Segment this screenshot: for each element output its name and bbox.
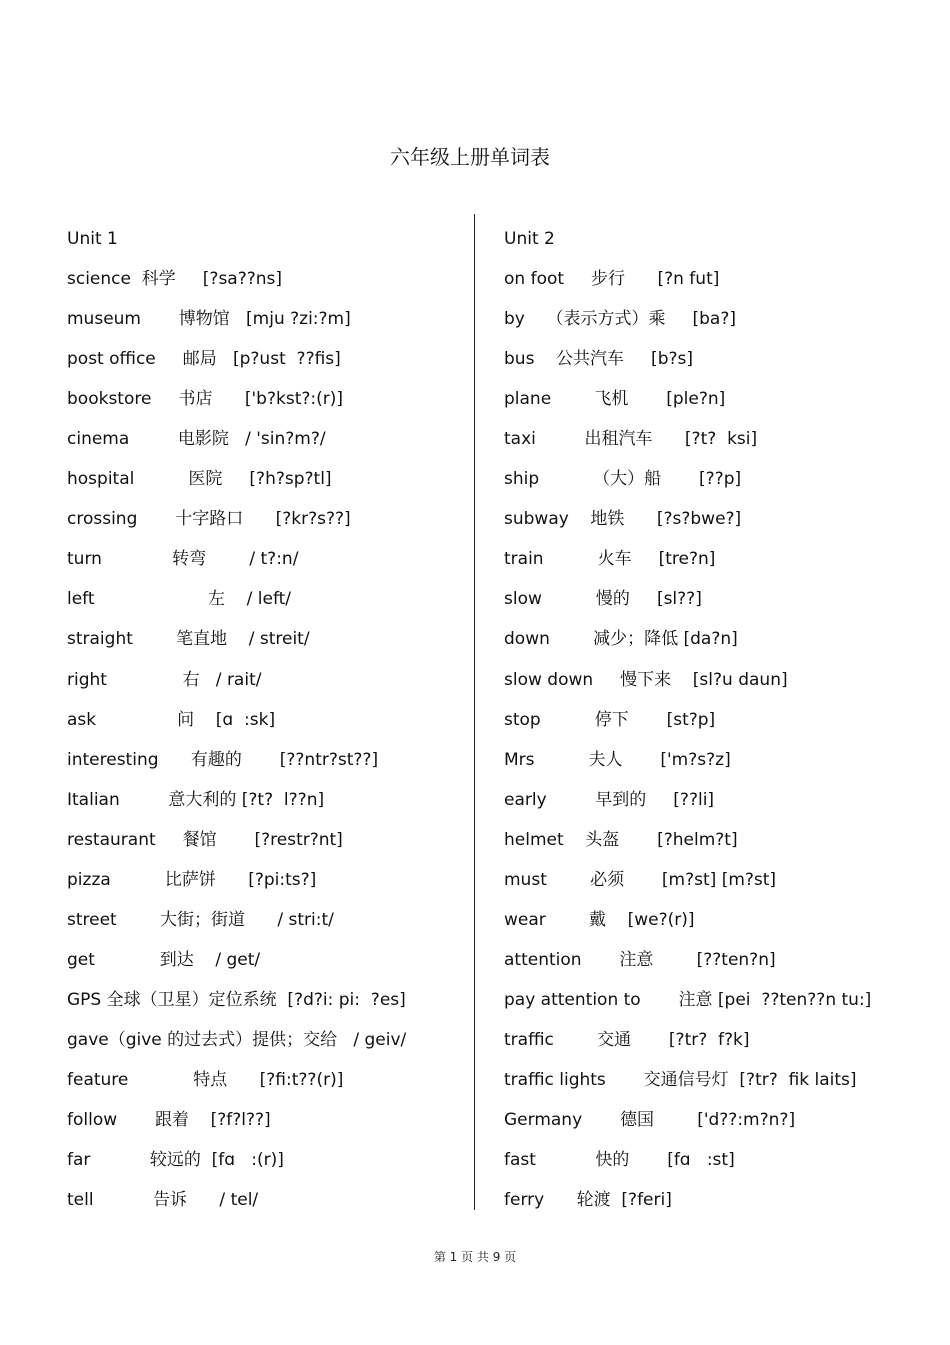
vocab-entry: traffic lights 交通信号灯 [?tr? fik laits] <box>504 1069 857 1090</box>
vocab-entry: helmet 头盔 [?helm?t] <box>504 829 738 850</box>
vocab-entry: on foot 步行 [?n fut] <box>504 269 720 290</box>
vocab-entry: traffic 交通 [?tr? f?k] <box>504 1029 750 1050</box>
vocab-entry: taxi 出租汽车 [?t? ksi] <box>504 429 758 450</box>
vocab-entry: gave（give 的过去式）提供；交给 / geiv/ <box>67 1029 407 1050</box>
vocab-entry: ferry 轮渡 [?feri] <box>504 1190 672 1211</box>
unit-heading: Unit 1 <box>67 229 118 249</box>
vocab-entry: cinema 电影院 / 'sin?m?/ <box>67 429 326 450</box>
vocab-entry: crossing 十字路口 [?kr?s??] <box>67 509 351 530</box>
vocab-entry: far 较远的 [fɑ :(r)] <box>67 1150 284 1171</box>
vocab-entry: slow 慢的 [sl??] <box>504 589 702 610</box>
vocab-entry: Germany 德国 ['d??:m?n?] <box>504 1110 796 1131</box>
vocab-entry: slow down 慢下来 [sl?u daun] <box>504 669 788 690</box>
vocab-entry: museum 博物馆 [mju ?zi:?m] <box>67 309 351 330</box>
vocab-entry: follow 跟着 [?f?l??] <box>67 1110 271 1131</box>
vocab-entry: restaurant 餐馆 [?restr?nt] <box>67 829 343 850</box>
unit-heading: Unit 2 <box>504 229 555 249</box>
vocab-entry: down 减少；降低 [da?n] <box>504 629 738 650</box>
page-title: 六年级上册单词表 <box>390 145 550 169</box>
vocab-entry: interesting 有趣的 [??ntr?st??] <box>67 749 379 770</box>
vocab-entry: train 火车 [tre?n] <box>504 549 716 570</box>
vocab-entry: attention 注意 [??ten?n] <box>504 949 776 970</box>
unit-2-column <box>504 226 871 1213</box>
vocab-entry: by （表示方式）乘 [ba?] <box>504 309 736 330</box>
vocab-entry: straight 笔直地 / streit/ <box>67 629 310 650</box>
page-footer: 第 1 页 共 9 页 <box>433 1250 517 1264</box>
vocab-entry: Mrs 夫人 ['m?s?z] <box>504 749 731 770</box>
vocab-entry: ask 问 [ɑ :sk] <box>67 709 276 730</box>
vocab-entry: Italian 意大利的 [?t? l??n] <box>67 789 325 810</box>
vocab-entry: early 早到的 [??li] <box>504 789 715 810</box>
vocab-entry: must 必须 [m?st] [m?st] <box>504 869 777 890</box>
vocab-entry: get 到达 / get/ <box>67 949 261 970</box>
vocab-entry: pizza 比萨饼 [?pi:ts?] <box>67 869 317 890</box>
vocab-entry: turn 转弯 / t?:n/ <box>67 549 299 570</box>
vocab-entry: pay attention to 注意 [pei ??ten??n tu:] <box>504 989 872 1010</box>
vocab-entry: feature 特点 [?fi:t??(r)] <box>67 1069 344 1090</box>
vocab-entry: hospital 医院 [?h?sp?tl] <box>67 469 332 490</box>
vocab-entry: plane 飞机 [ple?n] <box>504 389 726 410</box>
vocab-entry: GPS 全球（卫星）定位系统 [?d?i: pi: ?es] <box>67 989 406 1010</box>
vocab-entry: left 左 / left/ <box>67 589 292 610</box>
vocab-entry: ship （大）船 [??p] <box>504 469 742 490</box>
unit-1-column <box>67 226 406 1213</box>
vocab-entry: subway 地铁 [?s?bwe?] <box>504 509 742 530</box>
column-divider <box>474 214 475 1210</box>
vocab-entry: bus 公共汽车 [b?s] <box>504 349 693 370</box>
vocab-entry: street 大街；街道 / stri:t/ <box>67 909 334 930</box>
vocab-entry: tell 告诉 / tel/ <box>67 1190 259 1211</box>
vocab-entry: right 右 / rait/ <box>67 669 262 690</box>
vocab-entry: wear 戴 [we?(r)] <box>504 909 695 930</box>
vocab-entry: bookstore 书店 ['b?kst?:(r)] <box>67 389 344 410</box>
vocab-entry: fast 快的 [fɑ :st] <box>504 1150 735 1171</box>
vocab-entry: science 科学 [?sa??ns] <box>67 269 283 290</box>
vocab-entry: post office 邮局 [p?ust ??fis] <box>67 349 341 370</box>
vocab-entry: stop 停下 [st?p] <box>504 709 716 730</box>
